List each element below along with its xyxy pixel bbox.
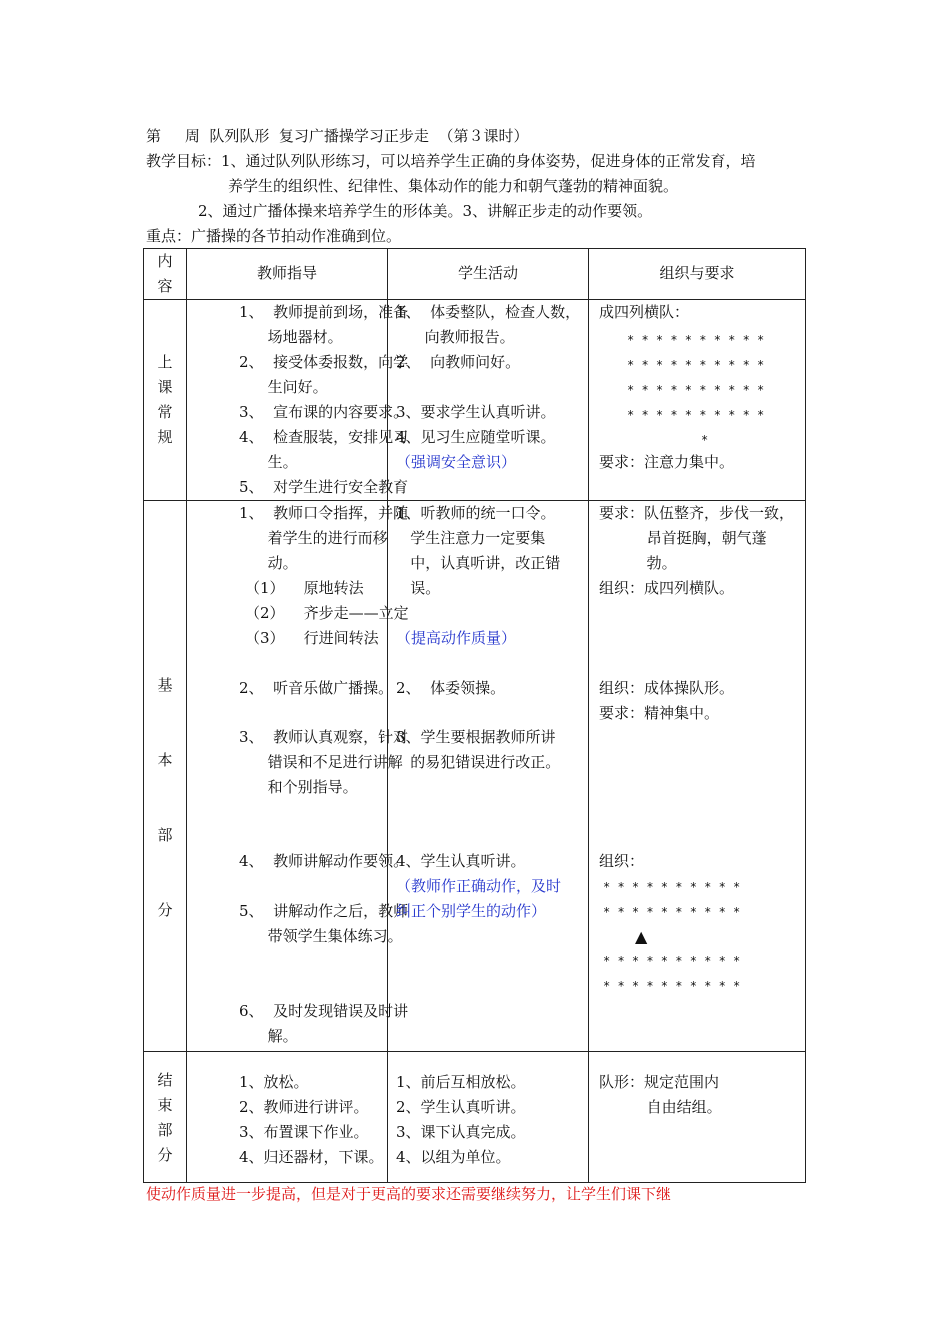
teacher-cell: 1、 教师口令指挥，并随 着学生的进行而移 动。 （1） 原地转法 （2） 齐步走——立定 （3） 行进间转法 2、 听音乐做广播操。 3、 教师认真观察，针对 错误和不足进行讲解 和个别指导。 4、 教师讲解动作要领。 5、 讲解动作之后，教师 带领学生集体练习。 6、 及时发现错误及时讲 解。 bbox=[187, 501, 388, 1052]
student-note: 纠正个别学生的动作） bbox=[396, 902, 547, 920]
goal-line-1: 教学目标：1、通过队列队形练习，可以培养学生正确的身体姿势，促进身体的正常发育，培 bbox=[146, 152, 756, 170]
student-cell: 1、 体委整队，检查人数， 向教师报告。 2、 向教师问好。 3、要求学生认真听讲。 4、见习生应随堂听课。 （强调安全意识） bbox=[388, 300, 589, 501]
header-teacher: 教师指导 bbox=[187, 249, 388, 300]
lesson-table bbox=[143, 248, 806, 1183]
header-student: 学生活动 bbox=[388, 249, 589, 300]
student-note: （提高动作质量） bbox=[396, 629, 517, 647]
header-content-a: 内 bbox=[157, 252, 173, 270]
formation-row: * * * * * * * * * * bbox=[627, 333, 765, 347]
table-row bbox=[144, 1052, 806, 1183]
goal-line-3: 2、通过广播体操来培养学生的形体美。3、讲解正步走的动作要领。 bbox=[198, 202, 653, 220]
section-label: 基 本 部 分 bbox=[144, 501, 187, 1052]
teacher-cell: 1、 教师提前到场，准备 场地器材。 2、 接受体委报数，向学 生问好。 3、 宣布课的内容要求。 4、 检查服装，安排见习 生。 5、 对学生进行安全教育 bbox=[187, 300, 388, 501]
header-org: 组织与要求 bbox=[589, 249, 806, 300]
student-cell: 1、前后互相放松。 2、学生认真听讲。 3、课下认真完成。 4、以组为单位。 bbox=[388, 1052, 589, 1183]
goal-line-2: 养学生的组织性、纪律性、集体动作的能力和朝气蓬勃的精神面貌。 bbox=[228, 177, 679, 195]
teacher-triangle-icon: ▲ bbox=[635, 927, 648, 946]
footer-note: 使动作质量进一步提高，但是对于更高的要求还需要继续努力，让学生们课下继 bbox=[146, 1185, 672, 1203]
formation-row: * * * * * * * * * * bbox=[627, 408, 765, 422]
org-cell: 成四列横队： * * * * * * * * * * * * * * * * * * * * * * * * * * * * * * * * * * * * * * * * * 要求：注意力集中。 bbox=[589, 300, 806, 501]
formation-row: * * * * * * * * * * bbox=[603, 880, 741, 894]
formation-row: * * * * * * * * * * bbox=[627, 383, 765, 397]
header-content-b: 容 bbox=[157, 277, 173, 295]
formation-row: * * * * * * * * * * bbox=[603, 979, 741, 993]
formation-row: * * * * * * * * * * bbox=[603, 905, 741, 919]
student-note: （教师作正确动作，及时 bbox=[396, 877, 562, 895]
header-content bbox=[144, 249, 187, 300]
student-cell: 1、听教师的统一口令。 学生注意力一定要集 中，认真听讲，改正错 误。 （提高动作质量） 2、 体委领操。 3、学生要根据教师所讲 的易犯错误进行改正。 4、学生认真听讲。 （教师作正确动作，及时 纠正个别学生的动作） bbox=[388, 501, 589, 1052]
student-note: （强调安全意识） bbox=[396, 453, 517, 471]
teacher-position: * bbox=[701, 433, 709, 447]
org-cell: 队形：规定范围内 自由结组。 bbox=[589, 1052, 806, 1183]
org-cell: 要求：队伍整齐，步伐一致， 昂首挺胸，朝气蓬 勃。 组织：成四列横队。 组织：成体操队形。 要求：精神集中。 组织： * * * * * * * * * * * * * * * * * * * * ▲ * * * * * * * * * * * * * * * * * * * * bbox=[589, 501, 806, 1052]
lesson-title: 第 周 队列队形 复习广播操学习正步走 （第３课时） bbox=[146, 127, 529, 145]
formation-row: * * * * * * * * * * bbox=[603, 954, 741, 968]
teacher-cell: 1、放松。 2、教师进行讲评。 3、布置课下作业。 4、归还器材，下课。 bbox=[187, 1052, 388, 1183]
section-label: 结 束 部 分 bbox=[144, 1052, 187, 1183]
section-label: 上 课 常 规 bbox=[144, 300, 187, 501]
formation-row: * * * * * * * * * * bbox=[627, 358, 765, 372]
table-row bbox=[144, 501, 806, 1052]
focus-line: 重点：广播操的各节拍动作准确到位。 bbox=[146, 227, 402, 245]
table-header-row bbox=[144, 249, 806, 300]
table-row bbox=[144, 300, 806, 501]
